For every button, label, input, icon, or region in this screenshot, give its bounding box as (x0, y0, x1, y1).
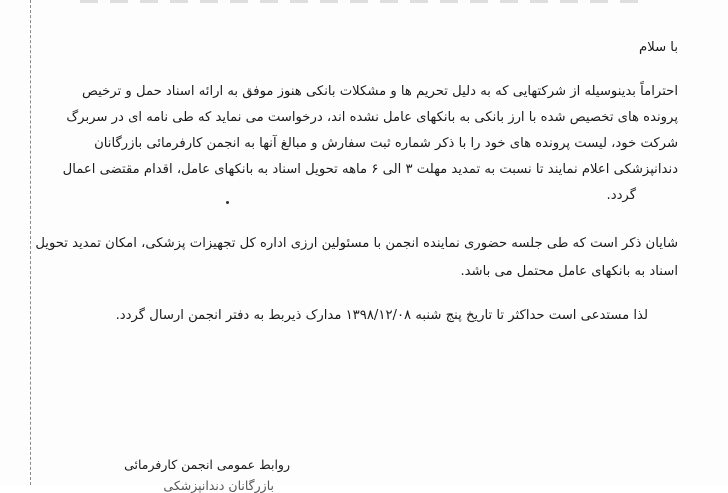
ink-dot (226, 201, 229, 204)
paragraph3-line1: لذا مستدعی است حداکثر تا تاریخ پنج شنبه ۱۳۹۸/۱۲/۰۸ مدارک ذیربط به دفتر انجمن ارسال گردد. (115, 308, 648, 323)
signature-line1: روابط عمومی انجمن کارفرمائی (124, 457, 290, 472)
paragraph1-line1: احتراماً بدینوسیله از شرکتهایی که به دلیل تحریم ها و مشکلات بانکی هنوز موفق به ارائه اسناد حمل و ترخیص (81, 84, 678, 99)
paragraph2-line2: اسناد به بانکهای عامل محتمل می باشد. (460, 264, 678, 279)
top-faded-text-strip (80, 0, 648, 3)
paragraph1-line2: پرونده های تخصیص شده با ارز بانکی به بانکهای عامل نشده اند، درخواست می نماید که طی نامه ای در سربرگ (66, 110, 678, 125)
greeting: با سلام (639, 40, 678, 55)
paragraph1-line4: دندانپزشکی اعلام نمایند تا نسبت به تمدید مهلت ۳ الی ۶ ماهه تحویل اسناد به بانکهای عامل، اقدام مقتضی اعمال (62, 162, 678, 177)
paragraph2-line1: شایان ذکر است که طی جلسه حضوری نماینده انجمن با مسئولین ارزی اداره کل تجهیزات پزشکی، امکان تمدید تحویل (35, 236, 678, 251)
signature-line2: بازرگانان دندانپزشکی (163, 478, 274, 493)
paragraph1-line5: گردد. (606, 188, 636, 203)
page-edge-border (30, 0, 31, 485)
paragraph1-line3: شرکت خود، لیست پرونده های خود را با ذکر شماره ثبت سفارش و مبالغ آنها به انجمن کارفرمائی بازرگانان (94, 136, 678, 151)
